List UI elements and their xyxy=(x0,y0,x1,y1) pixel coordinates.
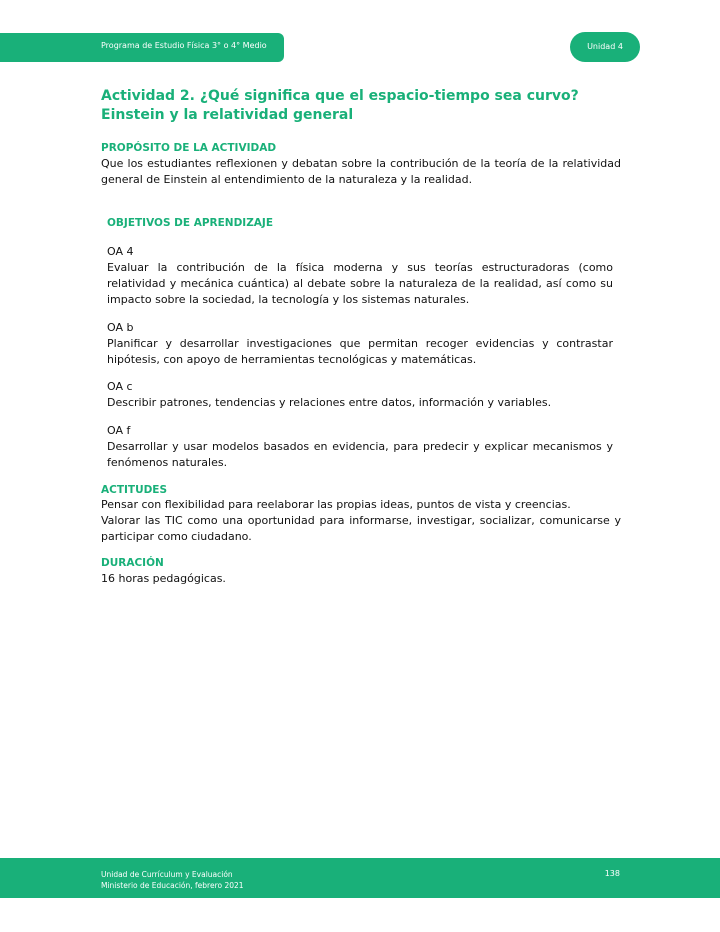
objective-code: OA b xyxy=(107,321,134,334)
footer-line: Ministerio de Educación, febrero 2021 xyxy=(101,881,244,890)
unit-badge: Unidad 4 xyxy=(570,32,640,62)
duration-text: 16 horas pedagógicas. xyxy=(101,572,226,585)
attitudes-heading: ACTITUDES xyxy=(101,484,168,496)
purpose-heading: PROPÓSITO DE LA ACTIVIDAD xyxy=(101,142,277,154)
objective-code: OA 4 xyxy=(107,245,134,258)
objective-text: Planificar y desarrollar investigaciones que permitan recoger evidencias y contrastar hipótesis, con apoyo de herramientas tecnológicas y matemáticas. xyxy=(107,337,613,366)
purpose-text: Que los estudiantes reflexionen y debatan sobre la contribución de la teoría de la relatividad general de Einstein al entendimiento de la naturaleza y la realidad. xyxy=(101,157,621,186)
footer-credits xyxy=(101,869,244,891)
objective-text: Desarrollar y usar modelos basados en evidencia, para predecir y explicar mecanismos y fenómenos naturales. xyxy=(107,440,613,469)
program-title: Programa de Estudio Física 3° o 4° Medio xyxy=(101,41,267,50)
footer-line: Unidad de Currículum y Evaluación xyxy=(101,870,233,879)
objective-text: Evaluar la contribución de la física moderna y sus teorías estructuradoras (como relatividad y mecánica cuántica) al debate sobre la naturaleza de la realidad, así como su impacto sobre la sociedad, la tecnología y los sistemas naturales. xyxy=(107,261,613,306)
attitude-text: Pensar con flexibilidad para reelaborar las propias ideas, puntos de vista y creencias. xyxy=(101,498,571,511)
objective-code: OA f xyxy=(107,424,131,437)
duration-heading: DURACIÓN xyxy=(101,557,164,569)
objectives-heading: OBJETIVOS DE APRENDIZAJE xyxy=(107,217,274,229)
objective-code: OA c xyxy=(107,380,133,393)
attitude-text: Valorar las TIC como una oportunidad para informarse, investigar, socializar, comunicarse y participar como ciudadano. xyxy=(101,514,621,543)
activity-title: Actividad 2. ¿Qué significa que el espacio-tiempo sea curvo? Einstein y la relatividad general xyxy=(101,88,579,123)
page-number: 138 xyxy=(604,869,620,878)
objective-text: Describir patrones, tendencias y relaciones entre datos, información y variables. xyxy=(107,396,552,409)
